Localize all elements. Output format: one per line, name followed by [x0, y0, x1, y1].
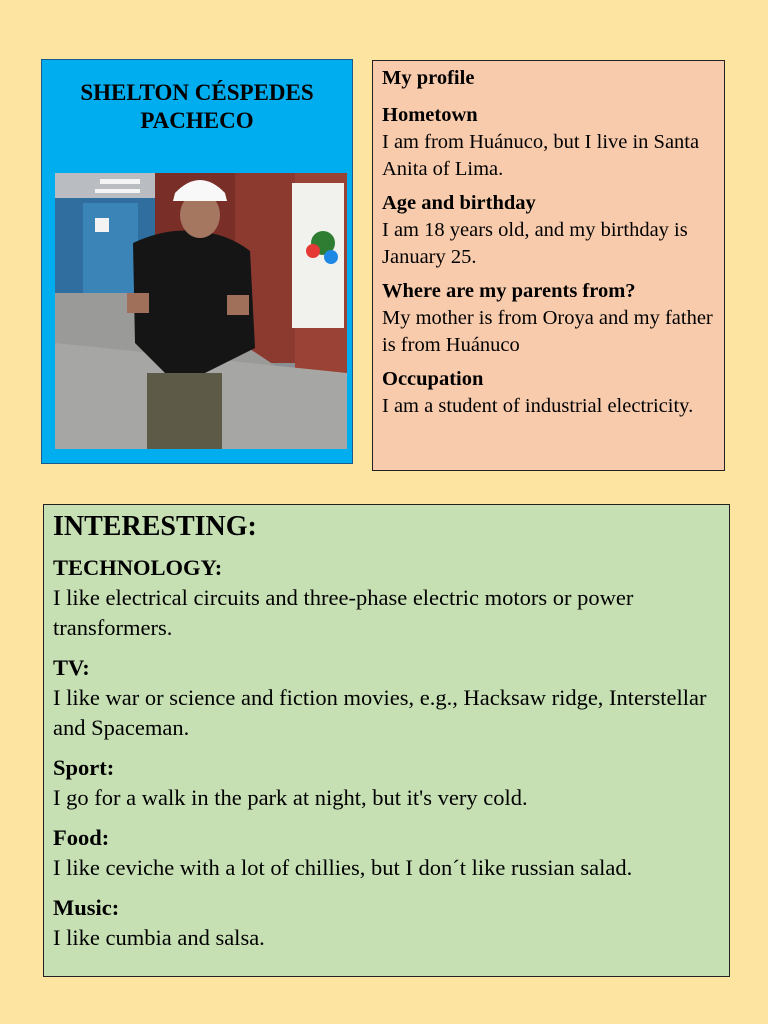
profile-age-birthday	[382, 190, 715, 271]
name-line-1: SHELTON CÉSPEDES	[80, 80, 314, 105]
interest-sport	[53, 753, 720, 813]
hometown-label: Hometown	[382, 104, 478, 126]
tv-label: TV:	[53, 655, 90, 680]
interest-tv	[53, 653, 720, 743]
sport-text: I go for a walk in the park at night, but it's very cold.	[53, 785, 528, 810]
food-text: I like ceviche with a lot of chillies, but I don´t like russian salad.	[53, 855, 633, 880]
occupation-text: I am a student of industrial electricity.	[382, 395, 694, 417]
tv-text: I like war or science and fiction movies, e.g., Hacksaw ridge, Interstellar and Spaceman.	[53, 685, 707, 740]
interest-food	[53, 823, 720, 883]
music-label: Music:	[53, 895, 120, 920]
interesting-title: INTERESTING:	[53, 511, 257, 542]
interest-music	[53, 893, 720, 953]
student-name	[42, 79, 352, 135]
age-birthday-text: I am 18 years old, and my birthday is January 25.	[382, 219, 688, 268]
interesting-box	[43, 504, 730, 977]
profile-occupation	[382, 366, 715, 420]
music-text: I like cumbia and salsa.	[53, 925, 265, 950]
profile-heading: My profile	[382, 67, 475, 89]
age-birthday-label: Age and birthday	[382, 192, 536, 214]
sport-label: Sport:	[53, 755, 115, 780]
technology-text: I like electrical circuits and three-phase electric motors or power transformers.	[53, 585, 634, 640]
parents-text: My mother is from Oroya and my father is from Huánuco	[382, 307, 713, 356]
interest-technology	[53, 553, 720, 643]
profile-hometown	[382, 102, 715, 183]
profile-box	[372, 60, 725, 471]
hometown-text: I am from Huánuco, but I live in Santa Anita of Lima.	[382, 131, 700, 180]
person-photo-icon	[55, 173, 347, 449]
parents-label: Where are my parents from?	[382, 280, 636, 302]
profile-parents	[382, 278, 715, 359]
technology-label: TECHNOLOGY:	[53, 555, 223, 580]
food-label: Food:	[53, 825, 110, 850]
student-photo	[55, 173, 347, 449]
occupation-label: Occupation	[382, 368, 484, 390]
name-line-2: PACHECO	[140, 108, 254, 133]
name-card	[41, 59, 353, 464]
